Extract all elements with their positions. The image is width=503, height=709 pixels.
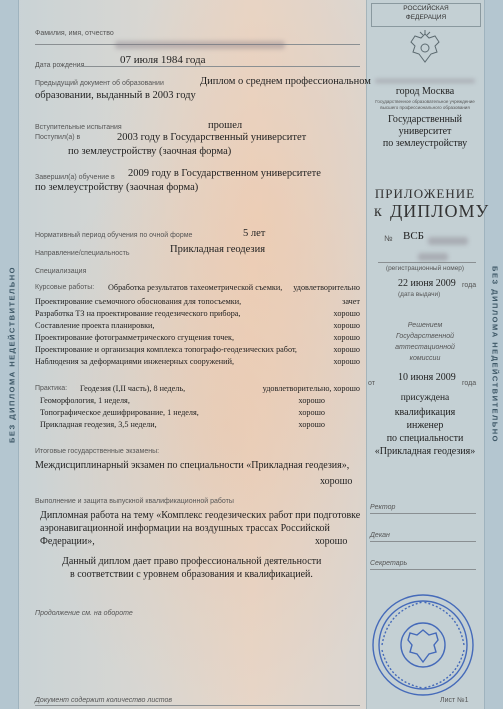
coursework-row (35, 297, 360, 306)
city: город Москва (395, 86, 455, 97)
coursework-name: Проектирование и организация комплекса топографо-геодезических работ, (35, 345, 297, 354)
practice-grade: хорошо (298, 396, 325, 405)
qualification-label: квалификация (394, 407, 456, 418)
prev-doc-value1: Диплом о среднем профессиональном (200, 76, 371, 87)
state-exams-label: Итоговые государственные экзамены: (35, 448, 160, 455)
sheets-line (35, 705, 360, 706)
practice-name: Прикладная геодезия, 3,5 недели, (40, 420, 157, 429)
reg-number-redacted (418, 248, 448, 266)
sheets-label: Документ содержит количество листов (35, 697, 173, 704)
admitted-label: Поступил(а) в (35, 134, 81, 141)
country-header (371, 3, 481, 27)
right-blurred-line (375, 78, 475, 83)
practice-grade: удовлетворительно, хорошо (262, 384, 360, 393)
birth-label: Дата рождения (35, 62, 85, 69)
coursework-grade: хорошо (333, 333, 360, 342)
decision-line2: Государственной (395, 333, 455, 340)
birth-line (80, 66, 360, 67)
decision-date: 10 июня 2009 (398, 372, 456, 383)
coursework-row (108, 283, 360, 292)
coursework-grade: удовлетворительно (293, 283, 360, 292)
coursework-name: Разработка ТЗ на проектирование геодезического прибора, (35, 309, 241, 318)
entrance-value: прошел (208, 120, 243, 131)
secretary-label: Секретарь (370, 560, 408, 567)
left-strip-text: БЕЗ ДИПЛОМА НЕДЕЙСТВИТЕЛЬНО (7, 266, 17, 443)
thesis-line2: аэронавигационной информации на воздушных трассах Российской (40, 523, 330, 534)
practice-row (40, 420, 325, 429)
sheet-number: Лист №1 (440, 697, 469, 704)
reg-label: (регистрационный номер) (385, 265, 465, 272)
series: ВСБ (403, 230, 424, 242)
decision-line4: комиссии (409, 355, 441, 362)
thesis-label: Выполнение и защита выпускной квалификационной работы (35, 498, 234, 505)
year-suffix: года (462, 380, 477, 387)
decision-line3: аттестационной (395, 344, 455, 351)
coursework-row (35, 309, 360, 318)
left-security-strip (0, 0, 19, 709)
finished-value1: 2009 году в Государственном университете (128, 168, 321, 179)
coursework-row (35, 345, 360, 354)
university-line2: университет (398, 126, 452, 137)
number-prefix: № (384, 234, 393, 243)
reg-line (378, 262, 476, 263)
direction-label: Направление/специальность (35, 250, 130, 257)
appendix-title2: ДИПЛОМУ (390, 201, 490, 221)
awarded: присуждена (400, 393, 450, 403)
coat-of-arms-icon (405, 28, 445, 68)
issue-year-suffix: года (462, 282, 477, 289)
thesis-grade: хорошо (315, 536, 348, 547)
from-label: от (368, 380, 375, 387)
rights-line1: Данный диплом дает право профессиональной деятельности (62, 556, 322, 567)
rector-line (370, 513, 476, 514)
decision-line1: Решением (407, 322, 443, 329)
practice-grade: хорошо (298, 420, 325, 429)
appendix-title1: ПРИЛОЖЕНИЕ (374, 186, 476, 201)
practice-row (40, 396, 325, 405)
university-line1: Государственный (387, 114, 463, 125)
practice-name: Геодезия (I,II часть), 8 недель, (80, 384, 186, 393)
coursework-name: Проектирование фотограмметрического сгущения точек, (35, 333, 235, 342)
entrance-label: Вступительные испытания (35, 124, 122, 131)
coursework-grade: хорошо (333, 321, 360, 330)
coursework-grade: хорошо (333, 357, 360, 366)
coursework-name: Наблюдения за деформациями инженерных сооружений, (35, 357, 234, 366)
practice-grade: хорошо (298, 408, 325, 417)
dean-line (370, 541, 476, 542)
qualification-value: инженер (406, 420, 444, 431)
continued-label: Продолжение см. на обороте (35, 610, 133, 617)
tiny-institution: Государственное образовательное учреждение высшего профессионального образования (375, 99, 475, 110)
specialty-label: по специальности (386, 433, 464, 444)
admitted-value2: по землеустройству (заочная форма) (68, 146, 232, 157)
rector-label: Ректор (370, 504, 396, 511)
appendix-title2-k: к (374, 203, 382, 220)
official-stamp-icon (368, 590, 478, 700)
finished-value2: по землеустройству (заочная форма) (35, 182, 199, 193)
dean-label: Декан (370, 532, 390, 539)
practice-row (80, 384, 360, 393)
thesis-line3: Федерации», (40, 536, 95, 547)
coursework-grade: хорошо (333, 309, 360, 318)
coursework-name: Обработка результатов тахеометрической съемки, (108, 283, 283, 292)
practice-row (40, 408, 325, 417)
thesis-line1: Дипломная работа на тему «Комплекс геодезических работ при подготовке (40, 510, 361, 521)
prev-doc-label: Предыдущий документ об образовании (35, 80, 164, 87)
practice-label: Практика: (35, 385, 68, 392)
rights-line2: в соответствии с уровнем образования и квалификацией. (70, 569, 313, 580)
right-strip-text: БЕЗ ДИПЛОМА НЕДЕЙСТВИТЕЛЬНО (490, 266, 500, 443)
specialty-value: «Прикладная геодезия» (374, 446, 476, 457)
direction-value: Прикладная геодезия (170, 244, 266, 255)
specialization-label: Специализация (35, 268, 87, 275)
practice-name: Геоморфология, 1 неделя, (40, 396, 130, 405)
fio-label: Фамилия, имя, отчество (35, 30, 114, 37)
issue-label: (дата выдачи) (398, 291, 441, 298)
coursework-label: Курсовые работы: (35, 284, 95, 291)
coursework-row (35, 333, 360, 342)
university-line3: по землеустройству (382, 138, 468, 149)
finished-label: Завершил(а) обучение в (35, 174, 115, 181)
coursework-row (35, 357, 360, 366)
coursework-name: Составление проекта планировки, (35, 321, 155, 330)
state-exam-grade: хорошо (320, 476, 353, 487)
prev-doc-value2: образовании, выданный в 2003 году (35, 90, 196, 101)
admitted-value1: 2003 году в Государственный университет (117, 132, 307, 143)
birth-value: 07 июля 1984 года (120, 54, 206, 66)
country-line2: ФЕДЕРАЦИЯ (405, 14, 447, 21)
right-security-strip (484, 0, 503, 709)
issue-date: 22 июня 2009 (398, 278, 456, 289)
secretary-line (370, 569, 476, 570)
practice-name: Топографическое дешифрирование, 1 неделя, (40, 408, 199, 417)
fio-redacted (115, 36, 285, 54)
term-value: 5 лет (243, 228, 266, 239)
term-label: Нормативный период обучения по очной форме (35, 232, 193, 239)
coursework-grade: зачет (342, 297, 360, 306)
coursework-row (35, 321, 360, 330)
state-exam-text: Междисциплинарный экзамен по специальности «Прикладная геодезия», (35, 460, 350, 471)
coursework-grade: хорошо (333, 345, 360, 354)
coursework-name: Проектирование съемочного обоснования для топосъемки, (35, 297, 242, 306)
country-line1: РОССИЙСКАЯ (403, 5, 449, 12)
